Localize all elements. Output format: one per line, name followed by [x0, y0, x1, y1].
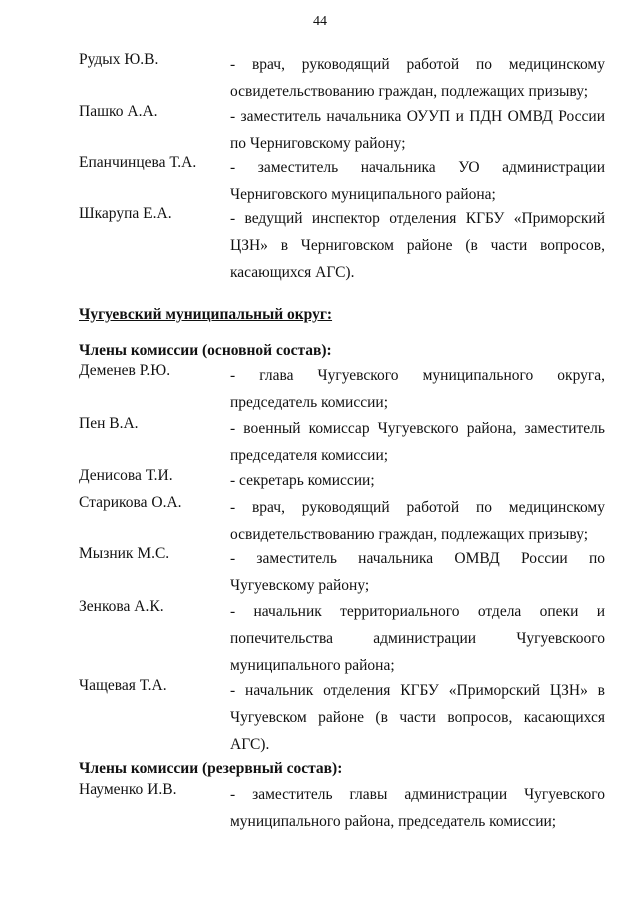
section-title: Чугуевский муниципальный округ:: [79, 306, 333, 323]
member-name: Денисова Т.И.: [79, 467, 173, 484]
member-entry: [0, 467, 640, 494]
member-name: Чащевая Т.А.: [79, 677, 167, 694]
member-role: - военный комиссар Чугуевского района, заместитель председателя комиссии;: [230, 420, 605, 464]
member-role: - секретарь комиссии;: [230, 472, 375, 489]
member-entry: [0, 677, 640, 761]
main-composition-heading: Члены комиссии (основной состав):: [79, 342, 332, 359]
member-name: Мызник М.С.: [79, 545, 170, 562]
member-entry: [0, 362, 640, 416]
member-name: Старикова О.А.: [79, 494, 182, 511]
member-name: Пашко А.А.: [79, 103, 158, 120]
member-role: - заместитель начальника ОМВД России по Чугуевскому району;: [230, 550, 605, 594]
member-role: - начальник территориального отдела опеки и попечительства администрации Чугуевскоого муниципального района;: [230, 603, 605, 674]
member-entry: [0, 545, 640, 599]
member-role: - глава Чугуевского муниципального округа, председатель комиссии;: [230, 367, 605, 411]
reserve-composition-heading: Члены комиссии (резервный состав):: [79, 760, 343, 777]
member-entry: [0, 205, 640, 289]
member-role: - начальник отделения КГБУ «Приморский ЦЗН» в Чугуевском районе (в части вопросов, касающихся АГС).: [230, 682, 605, 753]
member-entry: [0, 415, 640, 469]
member-name: Епанчинцева Т.А.: [79, 154, 197, 171]
member-role: - ведущий инспектор отделения КГБУ «Приморский ЦЗН» в Черниговском районе (в части вопросов, касающихся АГС).: [230, 210, 605, 281]
member-entry: [0, 781, 640, 835]
member-name: Науменко И.В.: [79, 781, 177, 798]
member-role: - заместитель начальника УО администрации Черниговского муниципального района;: [230, 159, 605, 203]
member-name: Пен В.А.: [79, 415, 139, 432]
page-number: 44: [313, 14, 327, 29]
member-role: - заместитель начальника ОУУП и ПДН ОМВД России по Черниговскому району;: [230, 108, 605, 152]
member-entry: [0, 103, 640, 157]
member-entry: [0, 598, 640, 682]
member-role: - врач, руководящий работой по медицинскому освидетельствованию граждан, подлежащих призыву;: [230, 56, 605, 100]
member-role: - заместитель главы администрации Чугуевского муниципального района, председатель комиссии;: [230, 786, 605, 830]
member-entry: [0, 51, 640, 105]
member-name: Зенкова А.К.: [79, 598, 164, 615]
member-entry: [0, 154, 640, 208]
member-name: Деменев Р.Ю.: [79, 362, 171, 379]
member-name: Шкарупа Е.А.: [79, 205, 172, 222]
member-name: Рудых Ю.В.: [79, 51, 159, 68]
member-entry: [0, 494, 640, 548]
member-role: - врач, руководящий работой по медицинскому освидетельствованию граждан, подлежащих призыву;: [230, 499, 605, 543]
